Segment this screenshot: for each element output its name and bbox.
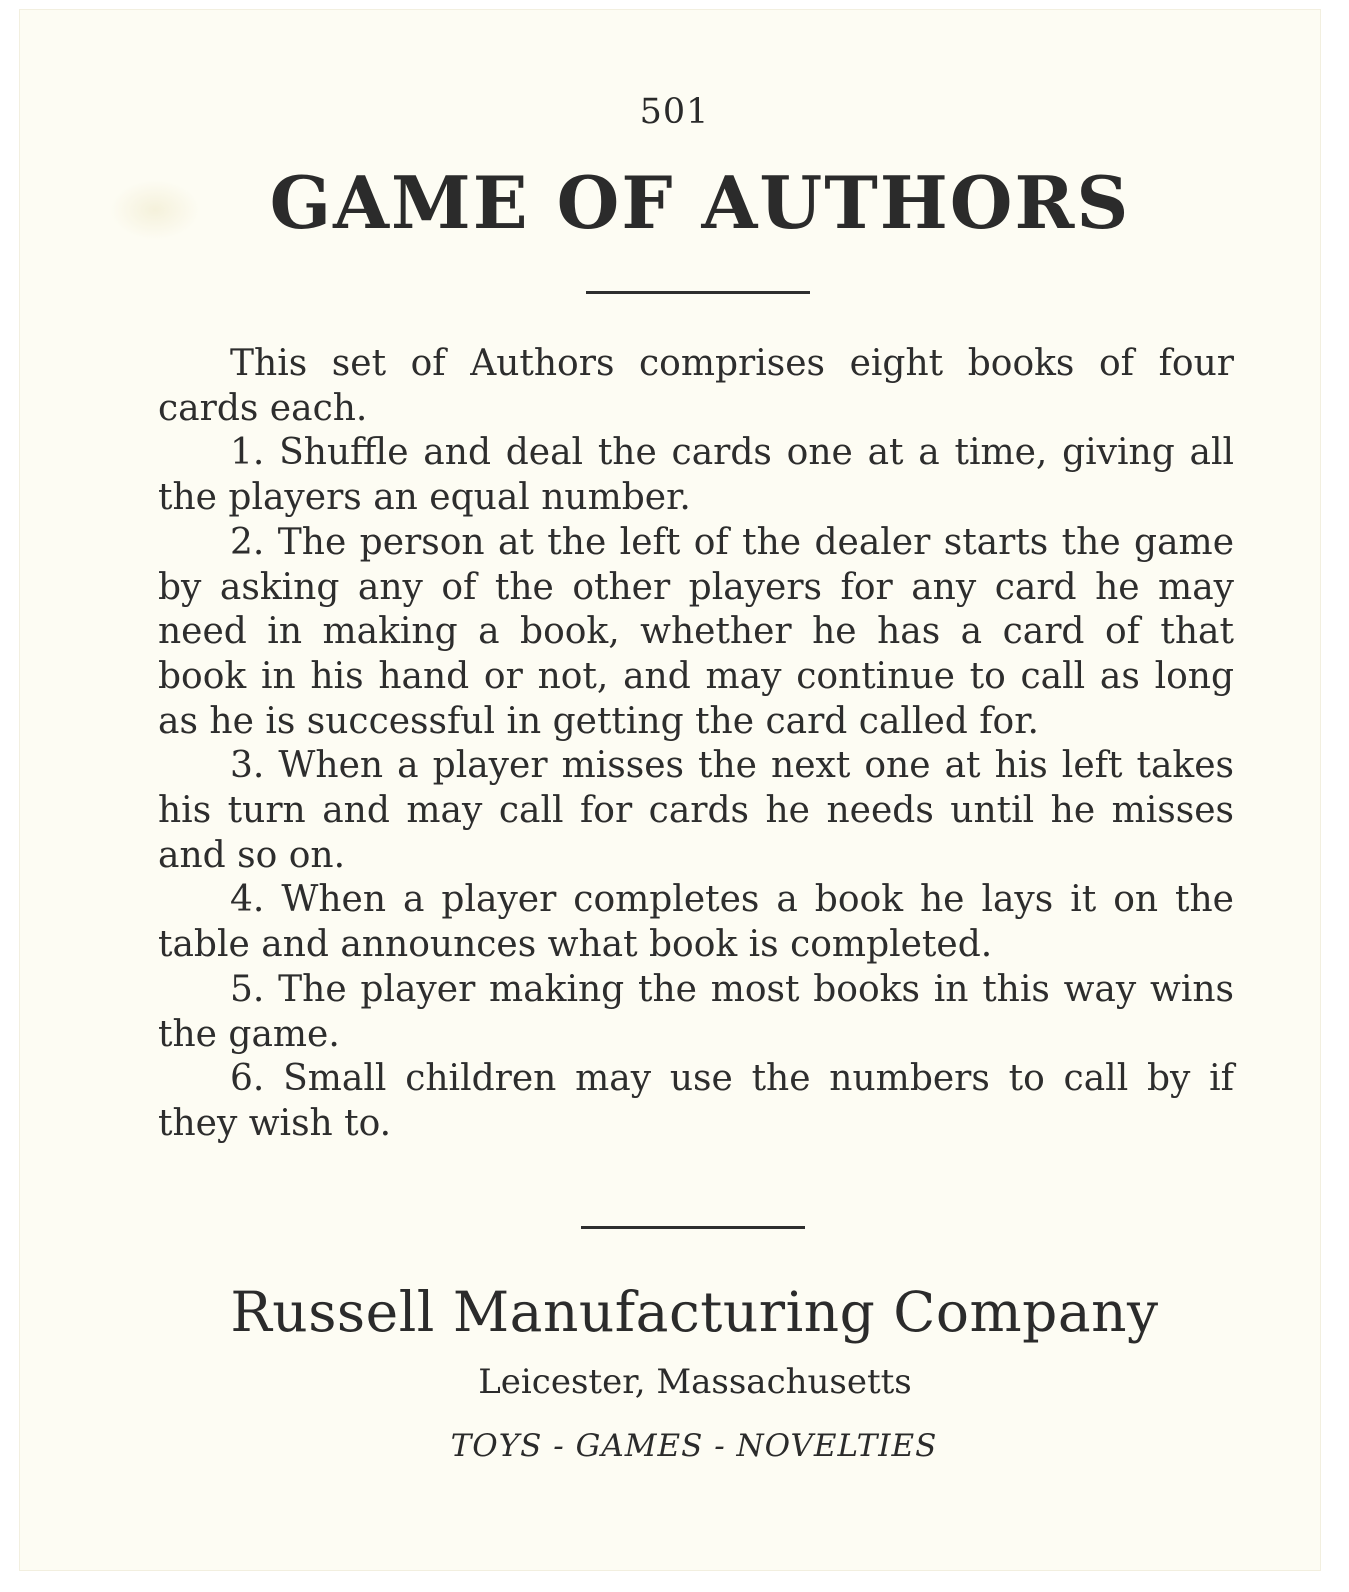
- divider-bottom: [581, 1226, 805, 1229]
- rule-4: 4. When a player completes a book he lays it on the table and announces what book is completed.: [158, 879, 1234, 966]
- rule-1: 1. Shuffle and deal the cards one at a time, giving all the players an equal number.: [158, 432, 1234, 519]
- company-tagline: TOYS - GAMES - NOVELTIES: [450, 1428, 938, 1464]
- intro-paragraph: This set of Authors comprises eight books of four cards each.: [158, 343, 1234, 429]
- rules-text: [158, 342, 1234, 1147]
- company-location: Leicester, Massachusetts: [478, 1362, 912, 1402]
- company-name: Russell Manufacturing Company: [230, 1280, 1159, 1344]
- divider-top: [586, 291, 810, 294]
- rule-6: 6. Small children may use the numbers to call by if they wish to.: [158, 1058, 1234, 1144]
- page-title: GAME OF AUTHORS: [269, 160, 1131, 245]
- rule-2: 2. The person at the left of the dealer starts the game by asking any of the other players for any card he may need in making a book, whether he has a card of that book in his hand or not, and may continue to call as long as he is successful in getting the card called for.: [158, 521, 1234, 742]
- rule-3: 3. When a player misses the next one at his left takes his turn and may call for cards he needs until he misses and so on.: [158, 745, 1234, 876]
- rule-5: 5. The player making the most books in this way wins the game.: [158, 968, 1234, 1055]
- card-number: 501: [639, 92, 710, 132]
